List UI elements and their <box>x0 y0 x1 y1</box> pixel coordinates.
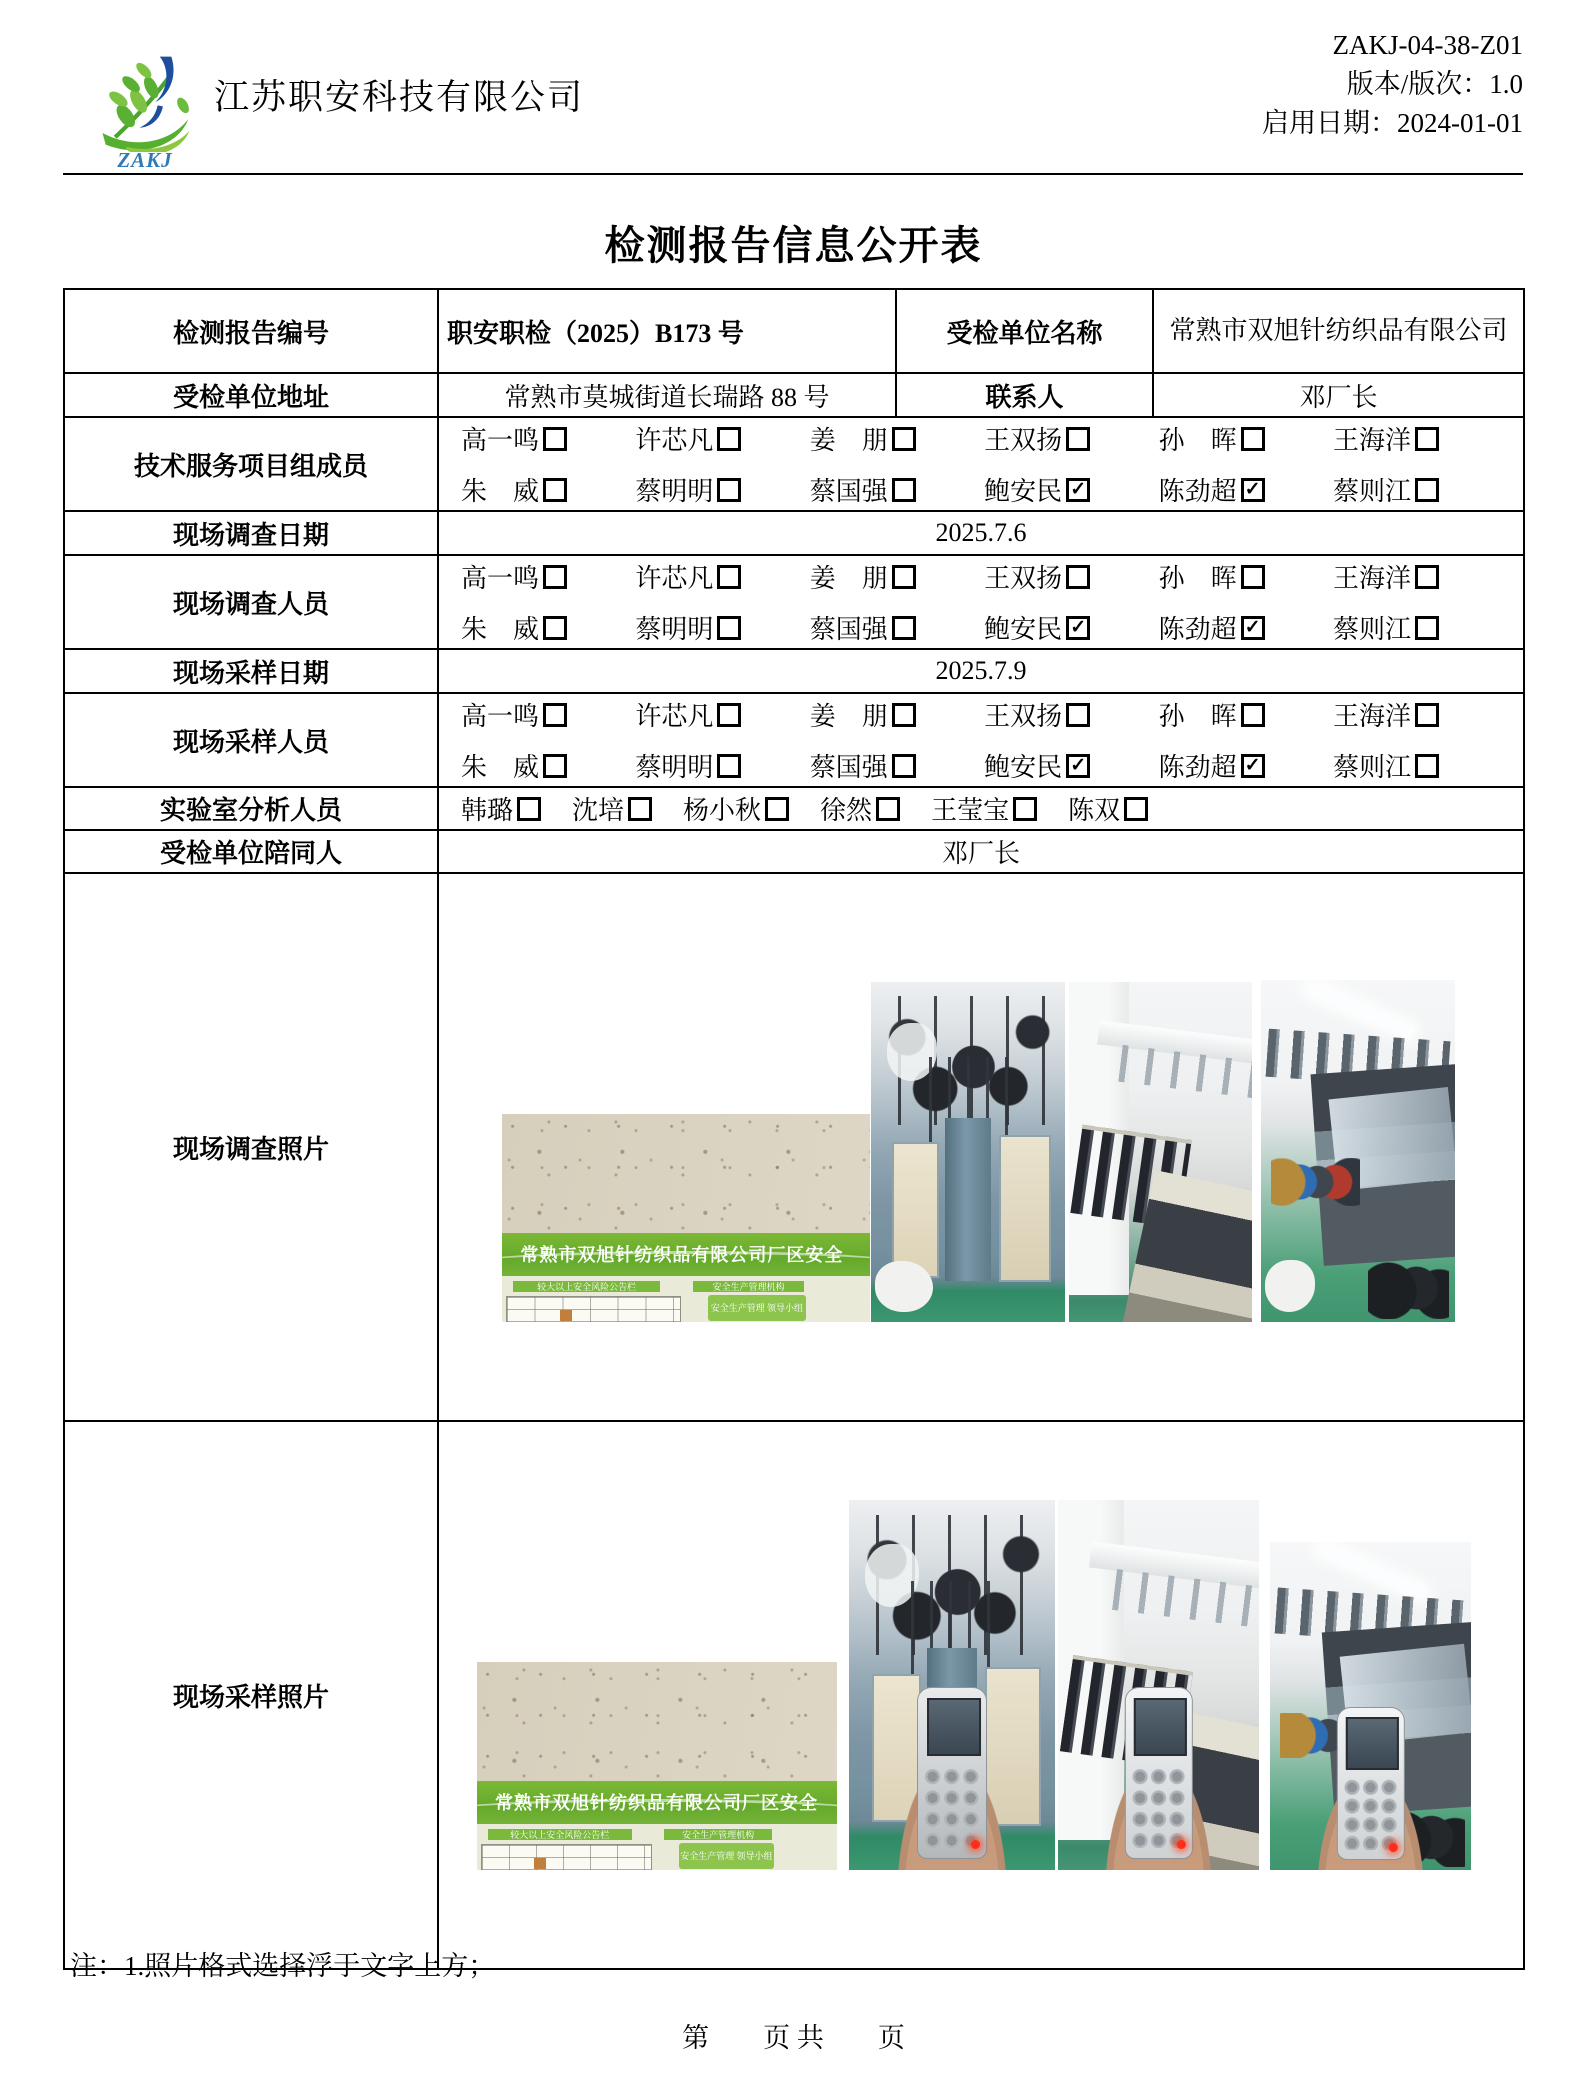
checkbox-checked: ✓ <box>1241 478 1265 502</box>
lab-staff-label: 实验室分析人员 <box>64 787 438 830</box>
staff-member-name: 陈双 <box>1068 796 1121 825</box>
checkbox-checked: ✓ <box>1241 754 1265 778</box>
staff-member <box>810 696 916 733</box>
row-team <box>64 417 1524 511</box>
staff-member <box>635 609 741 646</box>
checkbox-unchecked <box>543 565 567 589</box>
photo-machine-hall <box>1069 982 1252 1322</box>
checkbox-unchecked <box>543 478 567 502</box>
staff-member-name: 蔡明明 <box>635 615 714 644</box>
checkbox-unchecked <box>876 797 900 821</box>
staff-member-name: 韩璐 <box>461 796 514 825</box>
team-label: 技术服务项目组成员 <box>64 417 438 511</box>
staff-member <box>1333 471 1439 508</box>
logo-text: ZAKJ <box>117 148 173 172</box>
staff-member <box>461 471 567 508</box>
sampling-date-label: 现场采样日期 <box>64 649 438 693</box>
row-report-no <box>64 289 1524 373</box>
board-mini-table <box>481 1844 652 1870</box>
photo-sampling-at-circular-machines <box>849 1500 1055 1870</box>
staff-name-line <box>461 790 1515 827</box>
sampling-staff-cell <box>438 693 1524 787</box>
staff-member-name: 蔡国强 <box>809 753 888 782</box>
row-survey-staff <box>64 555 1524 649</box>
survey-photos-cell <box>438 873 1524 1421</box>
contact-label: 联系人 <box>896 373 1153 417</box>
checkbox-unchecked <box>1013 797 1037 821</box>
board-mini-table <box>506 1296 681 1322</box>
escort-label: 受检单位陪同人 <box>64 830 438 873</box>
staff-member-name: 许芯凡 <box>635 702 714 731</box>
staff-member <box>461 420 567 457</box>
sampling-meter <box>1124 1687 1192 1859</box>
staff-member <box>683 790 789 827</box>
checkbox-checked: ✓ <box>1066 478 1090 502</box>
board-banner-text: 常熟市双旭针纺织品有限公司厂区安全 <box>520 1245 844 1266</box>
lab-staff-list <box>447 790 1515 827</box>
survey-date-value: 2025.7.6 <box>438 511 1524 555</box>
board-banner <box>477 1781 837 1825</box>
wall-texture <box>477 1662 837 1781</box>
row-sampling-photos <box>64 1421 1524 1969</box>
staff-member-name: 高一鸣 <box>461 702 540 731</box>
staff-name-line <box>461 558 1439 595</box>
meter-keypad <box>1343 1778 1399 1850</box>
row-survey-photos <box>64 873 1524 1421</box>
staff-member-name: 高一鸣 <box>461 564 540 593</box>
meter-keypad <box>1131 1766 1187 1848</box>
checkbox-unchecked <box>717 427 741 451</box>
staff-member <box>984 609 1090 646</box>
page-title: 检测报告信息公开表 <box>604 223 983 268</box>
staff-member <box>1333 747 1439 784</box>
sampling-date-value: 2025.7.9 <box>438 649 1524 693</box>
yarn-cones <box>1271 1158 1360 1206</box>
doc-date: 启用日期：2024-01-01 <box>1262 108 1523 138</box>
staff-member-name: 孙 晖 <box>1158 426 1237 455</box>
staff-name-line <box>461 609 1439 646</box>
staff-member-name: 王海洋 <box>1332 426 1411 455</box>
footnote: 注：1.照片格式选择浮于文字上方； <box>70 1951 496 1981</box>
checkbox-unchecked <box>543 616 567 640</box>
checkbox-unchecked <box>1415 427 1439 451</box>
checkbox-checked: ✓ <box>1066 616 1090 640</box>
doc-version: 版本/版次：1.0 <box>1346 69 1523 99</box>
staff-member <box>1159 471 1265 508</box>
unit-name-label: 受检单位名称 <box>896 289 1153 373</box>
staff-member-name: 许芯凡 <box>635 426 714 455</box>
report-info-table <box>63 288 1525 1970</box>
staff-member <box>984 558 1090 595</box>
checkbox-unchecked <box>1415 565 1439 589</box>
checkbox-unchecked <box>1066 427 1090 451</box>
machine-column <box>945 1118 992 1281</box>
staff-member <box>810 420 916 457</box>
board-banner-text: 常熟市双旭针纺织品有限公司厂区安全 <box>495 1793 818 1814</box>
checkbox-unchecked <box>1415 478 1439 502</box>
checkbox-unchecked <box>1066 703 1090 727</box>
photo-safety-notice-board <box>477 1662 837 1870</box>
staff-member <box>1159 696 1265 733</box>
staff-member-name: 王海洋 <box>1332 702 1411 731</box>
staff-member <box>1159 609 1265 646</box>
checkbox-unchecked <box>517 797 541 821</box>
survey-staff-cell <box>438 555 1524 649</box>
doc-meta <box>1262 26 1523 143</box>
fabric-rolls <box>1368 1257 1449 1319</box>
staff-member <box>1068 790 1148 827</box>
row-survey-date <box>64 511 1524 555</box>
staff-member <box>461 609 567 646</box>
staff-member <box>1159 558 1265 595</box>
header-divider <box>63 173 1523 175</box>
unit-name-value: 常熟市双旭针纺织品有限公司 <box>1153 289 1524 373</box>
staff-member <box>635 696 741 733</box>
meter-screen <box>1134 1698 1187 1756</box>
company-logo <box>90 46 204 152</box>
staff-member <box>820 790 900 827</box>
checkbox-unchecked <box>717 703 741 727</box>
staff-member <box>810 558 916 595</box>
staff-member-name: 蔡明明 <box>635 753 714 782</box>
staff-member-name: 徐然 <box>820 796 873 825</box>
unit-addr-label: 受检单位地址 <box>64 373 438 417</box>
white-bag <box>1265 1260 1315 1311</box>
staff-member-name: 蔡则江 <box>1332 477 1411 506</box>
staff-name-line <box>461 471 1439 508</box>
staff-member-name: 朱 威 <box>461 477 540 506</box>
checkbox-unchecked <box>1415 754 1439 778</box>
photo-flat-knitting-machines <box>1261 980 1455 1322</box>
checkbox-unchecked <box>1241 427 1265 451</box>
page-number-footer: 第 页 共 页 <box>682 2023 905 2053</box>
checkbox-unchecked <box>892 703 916 727</box>
row-escort <box>64 830 1524 873</box>
staff-member <box>1333 609 1439 646</box>
staff-member <box>984 747 1090 784</box>
staff-member-name: 王海洋 <box>1332 564 1411 593</box>
staff-name-line <box>461 420 1439 457</box>
staff-member-name: 鲍安民 <box>984 753 1063 782</box>
checkbox-unchecked <box>892 427 916 451</box>
staff-member-name: 蔡明明 <box>635 477 714 506</box>
staff-member-name: 沈培 <box>572 796 625 825</box>
staff-member-name: 鲍安民 <box>984 615 1063 644</box>
staff-member <box>572 790 652 827</box>
checkbox-unchecked <box>1241 703 1265 727</box>
photo-circular-knitting-machines <box>871 982 1065 1322</box>
staff-name-line <box>461 696 1439 733</box>
staff-member <box>810 471 916 508</box>
machine-panel <box>999 1135 1052 1282</box>
row-sampling-date <box>64 649 1524 693</box>
staff-member-name: 王莹宝 <box>931 796 1010 825</box>
staff-member-name: 鲍安民 <box>984 477 1063 506</box>
board-lower-panel <box>502 1276 870 1322</box>
board-banner <box>502 1233 870 1277</box>
board-green-box: 安全生产管理 领导小组 <box>679 1843 775 1869</box>
staff-member <box>984 696 1090 733</box>
staff-member <box>635 747 741 784</box>
board-strip-right: 安全生产管理机构 <box>664 1829 772 1840</box>
board-strip-right: 安全生产管理机构 <box>693 1281 803 1292</box>
meter-led <box>1389 1843 1398 1852</box>
survey-date-label: 现场调查日期 <box>64 511 438 555</box>
meter-led <box>1177 1840 1186 1849</box>
meter-keypad <box>923 1766 980 1848</box>
photo-sampling-at-flat-machines <box>1270 1542 1471 1870</box>
staff-name-line <box>461 747 1439 784</box>
staff-member-name: 蔡则江 <box>1332 615 1411 644</box>
meter-led <box>971 1840 980 1849</box>
checkbox-unchecked <box>717 478 741 502</box>
sampling-meter <box>917 1687 987 1859</box>
checkbox-unchecked <box>1415 616 1439 640</box>
board-lower-panel <box>477 1824 837 1870</box>
checkbox-checked: ✓ <box>1241 616 1265 640</box>
staff-member <box>461 696 567 733</box>
wall-texture <box>502 1114 870 1233</box>
staff-member <box>635 558 741 595</box>
staff-member-name: 王双扬 <box>984 702 1063 731</box>
staff-member-name: 朱 威 <box>461 615 540 644</box>
staff-member-name: 蔡国强 <box>809 615 888 644</box>
board-green-box: 安全生产管理 领导小组 <box>708 1295 806 1321</box>
survey-staff-label: 现场调查人员 <box>64 555 438 649</box>
team-staff-list <box>447 420 1515 508</box>
staff-member <box>984 420 1090 457</box>
checkbox-unchecked <box>1415 703 1439 727</box>
meter-screen <box>927 1698 981 1756</box>
machine-panel <box>892 1142 939 1279</box>
escort-value: 邓厂长 <box>438 830 1524 873</box>
staff-member <box>810 609 916 646</box>
staff-member-name: 孙 晖 <box>1158 702 1237 731</box>
staff-member-name: 陈劲超 <box>1158 615 1237 644</box>
staff-member-name: 王双扬 <box>984 564 1063 593</box>
checkbox-unchecked <box>1066 565 1090 589</box>
checkbox-unchecked <box>892 754 916 778</box>
checkbox-unchecked <box>1124 797 1148 821</box>
board-strip-left: 较大以上安全风险公告栏 <box>488 1829 632 1840</box>
lab-staff-cell <box>438 787 1524 830</box>
survey-staff-list <box>447 558 1515 646</box>
staff-member <box>931 790 1037 827</box>
staff-member-name: 姜 朋 <box>809 702 888 731</box>
staff-member <box>1333 696 1439 733</box>
unit-addr-value: 常熟市莫城街道长瑞路 88 号 <box>438 373 896 417</box>
checkbox-unchecked <box>543 703 567 727</box>
staff-member-name: 朱 威 <box>461 753 540 782</box>
staff-member <box>810 747 916 784</box>
staff-member-name: 许芯凡 <box>635 564 714 593</box>
staff-member <box>461 558 567 595</box>
doc-code: ZAKJ-04-38-Z01 <box>1332 30 1523 60</box>
sampling-meter <box>1336 1707 1404 1860</box>
staff-member-name: 孙 晖 <box>1158 564 1237 593</box>
checkbox-unchecked <box>717 565 741 589</box>
staff-member-name: 陈劲超 <box>1158 753 1237 782</box>
staff-member-name: 蔡则江 <box>1332 753 1411 782</box>
staff-member-name: 蔡国强 <box>809 477 888 506</box>
team-members-cell <box>438 417 1524 511</box>
checkbox-unchecked <box>892 565 916 589</box>
checkbox-unchecked <box>892 616 916 640</box>
staff-member-name: 姜 朋 <box>809 564 888 593</box>
staff-member <box>635 420 741 457</box>
staff-member <box>461 747 567 784</box>
staff-member <box>1159 747 1265 784</box>
staff-member <box>1159 420 1265 457</box>
survey-photos-label: 现场调查照片 <box>64 873 438 1421</box>
checkbox-unchecked <box>717 754 741 778</box>
staff-member <box>1333 558 1439 595</box>
row-unit-addr <box>64 373 1524 417</box>
photo-safety-notice-board <box>502 1114 870 1322</box>
report-no-label: 检测报告编号 <box>64 289 438 373</box>
checkbox-unchecked <box>1241 565 1265 589</box>
white-bag <box>875 1261 933 1312</box>
staff-member-name: 高一鸣 <box>461 426 540 455</box>
report-no-value: 职安职检（2025）B173 号 <box>438 289 896 373</box>
staff-member-name: 陈劲超 <box>1158 477 1237 506</box>
checkbox-unchecked <box>892 478 916 502</box>
checkbox-unchecked <box>717 616 741 640</box>
staff-member <box>635 471 741 508</box>
staff-member <box>1333 420 1439 457</box>
company-name: 江苏职安科技有限公司 <box>214 78 585 117</box>
staff-member <box>984 471 1090 508</box>
ceiling-lamp <box>1306 982 1414 1039</box>
sampling-staff-label: 现场采样人员 <box>64 693 438 787</box>
checkbox-unchecked <box>765 797 789 821</box>
photo-sampling-in-machine-hall <box>1058 1500 1259 1870</box>
row-sampling-staff <box>64 693 1524 787</box>
contact-value: 邓厂长 <box>1153 373 1524 417</box>
checkbox-unchecked <box>543 427 567 451</box>
staff-member-name: 王双扬 <box>984 426 1063 455</box>
board-strip-left: 较大以上安全风险公告栏 <box>513 1281 660 1292</box>
checkbox-unchecked <box>628 797 652 821</box>
sampling-photos-label: 现场采样照片 <box>64 1421 438 1969</box>
checkbox-checked: ✓ <box>1066 754 1090 778</box>
checkbox-unchecked <box>543 754 567 778</box>
staff-member-name: 杨小秋 <box>683 796 762 825</box>
staff-member <box>461 790 541 827</box>
staff-member-name: 姜 朋 <box>809 426 888 455</box>
sampling-photos-cell <box>438 1421 1524 1969</box>
row-lab-staff <box>64 787 1524 830</box>
sampling-staff-list <box>447 696 1515 784</box>
meter-screen <box>1346 1717 1399 1769</box>
